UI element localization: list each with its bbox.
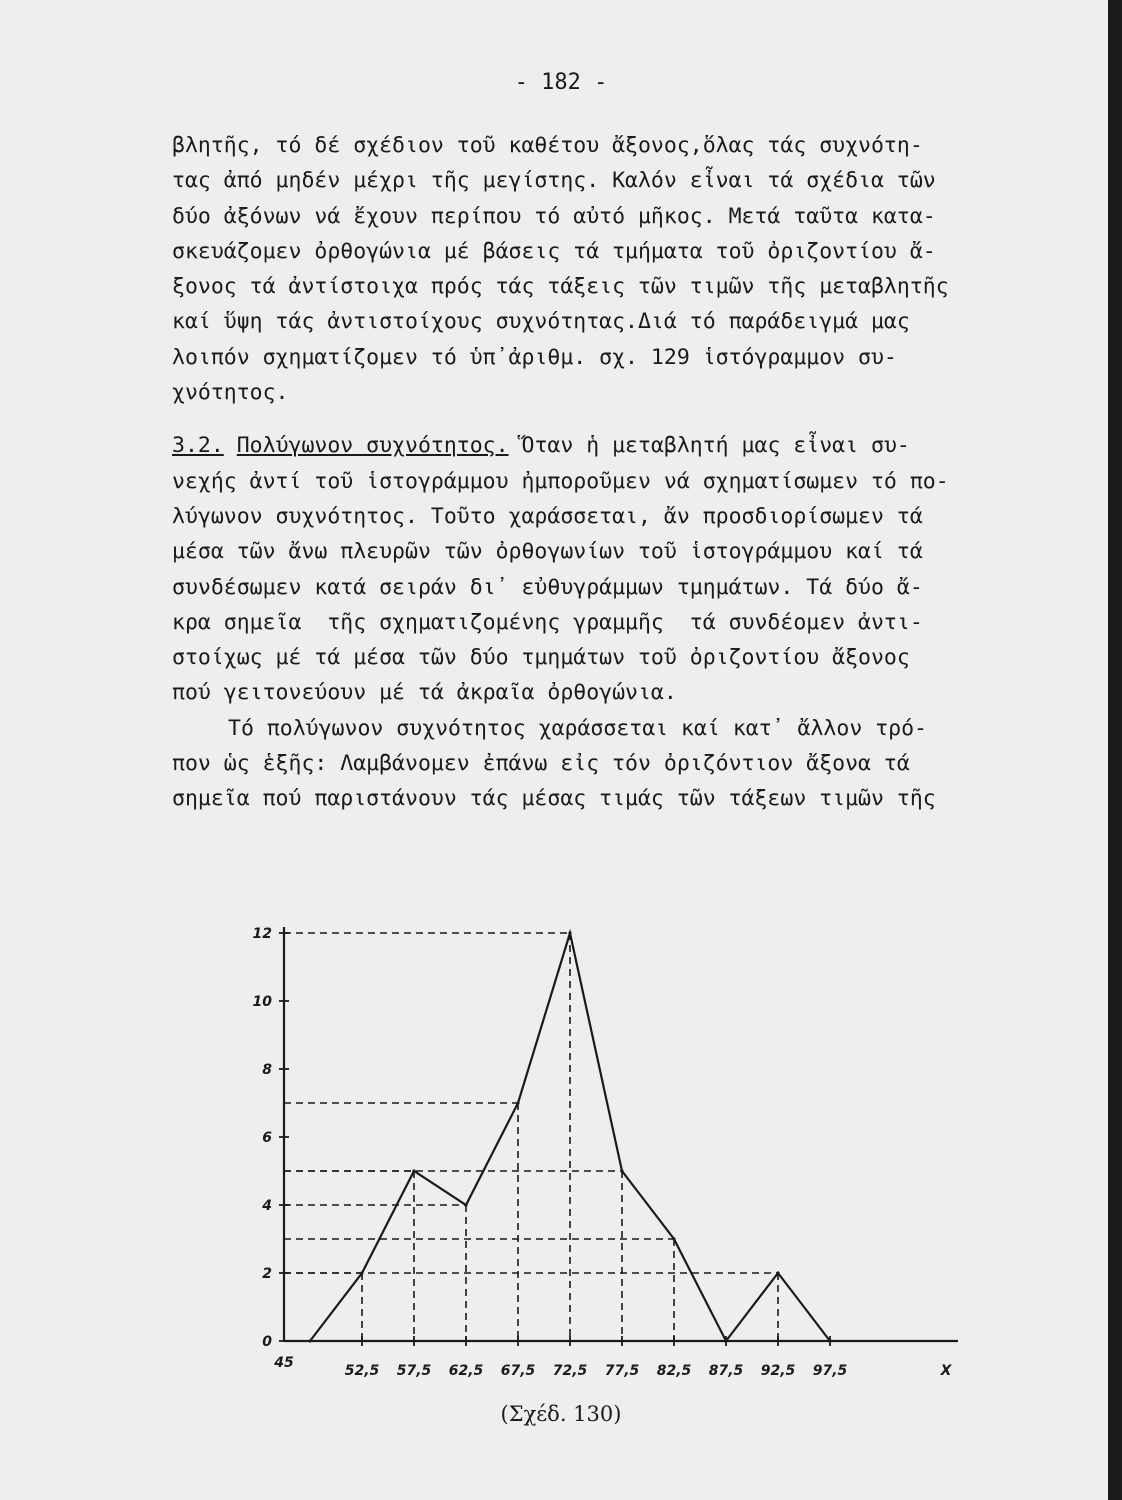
text-line: χνότητος. bbox=[172, 380, 289, 406]
text-line: λοιπόν σχηματίζομεν τό ὑπ᾽ἀριθμ. σχ. 129 ἱστόγραμμον συ- bbox=[172, 344, 897, 370]
y-tick-label: 6 bbox=[262, 1130, 272, 1146]
text-line: βλητῆς, τό δέ σχέδιον τοῦ καθέτου ἄξονος,ὅλας τάς συχνότη- bbox=[172, 133, 923, 158]
y-tick-label: 0 bbox=[262, 1334, 272, 1350]
text-line: δύο ἀξόνων νά ἔχουν περίπου τό αὐτό μῆκος. Μετά ταῦτα κατα- bbox=[172, 203, 936, 229]
y-tick-label: 10 bbox=[252, 994, 272, 1010]
text-line: λύγωνον συχνότητος. Τοῦτο χαράσσεται, ἄν προσδιορίσωμεν τά bbox=[172, 503, 923, 529]
text-line: Τό πολύγωνον συχνότητος χαράσσεται καί κατ᾽ ἄλλον τρό- bbox=[228, 715, 927, 741]
y-tick-label: 4 bbox=[262, 1198, 272, 1214]
text-line: μέσα τῶν ἄνω πλευρῶν τῶν ὀρθογωνίων τοῦ ἱστογράμμου καί τά bbox=[172, 539, 923, 565]
data-point bbox=[620, 1169, 623, 1172]
x-tick-label: 82,5 bbox=[656, 1363, 692, 1379]
data-point bbox=[828, 1339, 831, 1342]
text-line: συνδέσωμεν κατά σειράν δι᾽ εὐθυγράμμων τμημάτων. Τά δύο ἄ- bbox=[172, 574, 923, 600]
text-line: κρα σημεῖα τῆς σχηματιζομένης γραμμῆς τά συνδέομεν ἀντι- bbox=[172, 609, 923, 635]
text-line: τας ἀπό μηδέν μέχρι τῆς μεγίστης. Καλόν εἶναι τά σχέδια τῶν bbox=[172, 168, 936, 194]
frequency-polygon-chart bbox=[240, 915, 980, 1395]
text-line: στοίχως μέ τά μέσα τῶν δύο τμημάτων τοῦ ὀριζοντίου ἄξονος bbox=[172, 645, 910, 671]
text-line: σκευάζομεν ὀρθογώνια μέ βάσεις τά τμήματα τοῦ ὀριζοντίου ἄ- bbox=[172, 238, 936, 264]
text-line: καί ὕψη τάς ἀντιστοίχους συχνότητας.Διά τό παράδειγμά μας bbox=[172, 309, 910, 335]
x-tick-label: 77,5 bbox=[604, 1363, 640, 1379]
page-number: - 182 - bbox=[514, 70, 608, 95]
x-tick-label: 57,5 bbox=[396, 1363, 432, 1379]
data-point bbox=[360, 1271, 363, 1274]
data-point bbox=[516, 1101, 519, 1104]
text-line: πού γειτονεύουν μέ τά ἀκραῖα ὀρθογώνια. bbox=[172, 680, 677, 706]
data-point bbox=[724, 1339, 727, 1342]
y-tick-label: 2 bbox=[262, 1266, 272, 1282]
text-line: νεχής ἀντί τοῦ ἱστογράμμου ἠμποροῦμεν νά σχηματίσωμεν τό πο- bbox=[172, 468, 949, 494]
x-tick-label: 72,5 bbox=[552, 1363, 588, 1379]
x-tick-label: 97,5 bbox=[812, 1363, 848, 1379]
data-point bbox=[412, 1169, 415, 1172]
text-line: ξονος τά ἀντίστοιχα πρός τάς τάξεις τῶν τιμῶν τῆς μεταβλητῆς bbox=[172, 274, 949, 300]
x-tick-label: 87,5 bbox=[708, 1363, 744, 1379]
x-tick-label: 62,5 bbox=[448, 1363, 484, 1379]
x-tick-label: 52,5 bbox=[344, 1363, 380, 1379]
x-tick-label-start: 45 bbox=[274, 1355, 294, 1371]
x-axis-label: X bbox=[940, 1363, 952, 1379]
page-edge-shadow bbox=[1108, 0, 1122, 1500]
data-point bbox=[568, 931, 571, 934]
x-tick-label: 67,5 bbox=[500, 1363, 536, 1379]
data-point bbox=[672, 1237, 675, 1240]
section-title: Πολύγωνον συχνότητος. bbox=[236, 433, 509, 459]
text-line: σημεῖα πού παριστάνουν τάς μέσας τιμάς τῶν τάξεων τιμῶν τῆς bbox=[172, 786, 936, 812]
x-tick-label: 92,5 bbox=[760, 1363, 796, 1379]
text-line: πον ὡς ἑξῆς: Λαμβάνομεν ἐπάνω εἰς τόν ὀριζόντιον ἄξονα τά bbox=[172, 751, 910, 777]
body-text bbox=[172, 128, 1032, 817]
data-point bbox=[308, 1339, 311, 1342]
section-heading-line bbox=[172, 428, 1032, 463]
data-point bbox=[776, 1271, 779, 1274]
paragraph-gap bbox=[172, 410, 1032, 428]
figure-caption: (Σχέδ. 130) bbox=[500, 1402, 622, 1426]
y-tick-label: 8 bbox=[262, 1062, 272, 1078]
text-span: Ὅταν ἡ μεταβλητή μας εἶναι συ- bbox=[508, 433, 910, 459]
data-point bbox=[464, 1203, 467, 1206]
y-tick-label: 12 bbox=[252, 926, 272, 942]
section-number: 3.2. bbox=[172, 433, 224, 459]
